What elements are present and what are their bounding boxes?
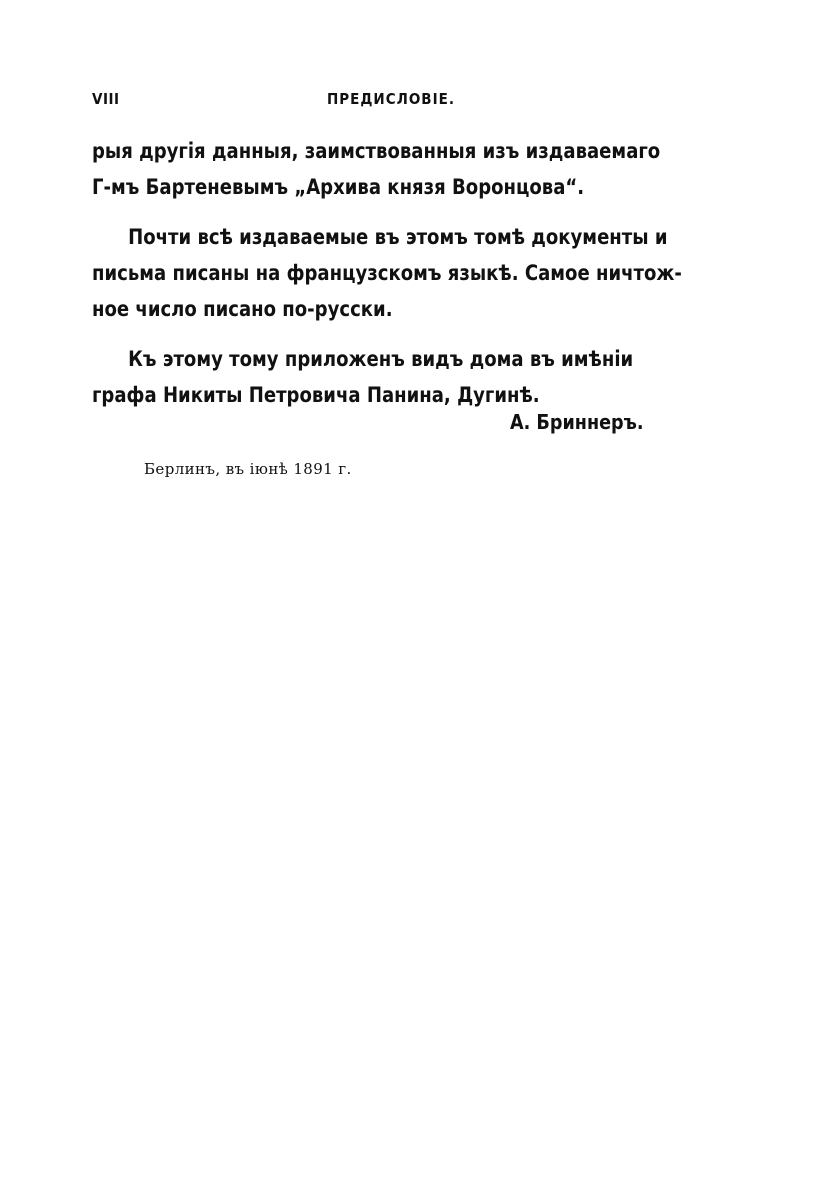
paragraph	[92, 219, 682, 327]
text-line: графа Никиты Петровича Панина, Дугинѣ.	[92, 383, 540, 407]
text-line: Къ этому тому приложенъ видъ дома въ имѣніи	[128, 347, 634, 371]
text-line: рыя другія данныя, заимствованныя изъ издаваемаго	[92, 139, 661, 163]
page-number: VIII	[92, 90, 120, 108]
text-line: ное число писано по-русски.	[92, 297, 393, 321]
running-title: ПРЕДИСЛОВІЕ.	[327, 90, 455, 108]
text-line: письма писаны на французскомъ языкѣ. Самое ничтож-	[92, 261, 682, 285]
body-text	[92, 133, 682, 413]
paragraph	[92, 133, 661, 205]
author-signature: А. Бриннеръ.	[510, 410, 644, 434]
paragraph	[92, 341, 634, 413]
text-line: Г-мъ Бартеневымъ „Архива князя Воронцова“.	[92, 175, 585, 199]
place-and-date: Берлинъ, въ іюнѣ 1891 г.	[144, 460, 352, 478]
page-header	[92, 90, 692, 114]
text-line: Почти всѣ издаваемые въ этомъ томѣ документы и	[128, 225, 668, 249]
